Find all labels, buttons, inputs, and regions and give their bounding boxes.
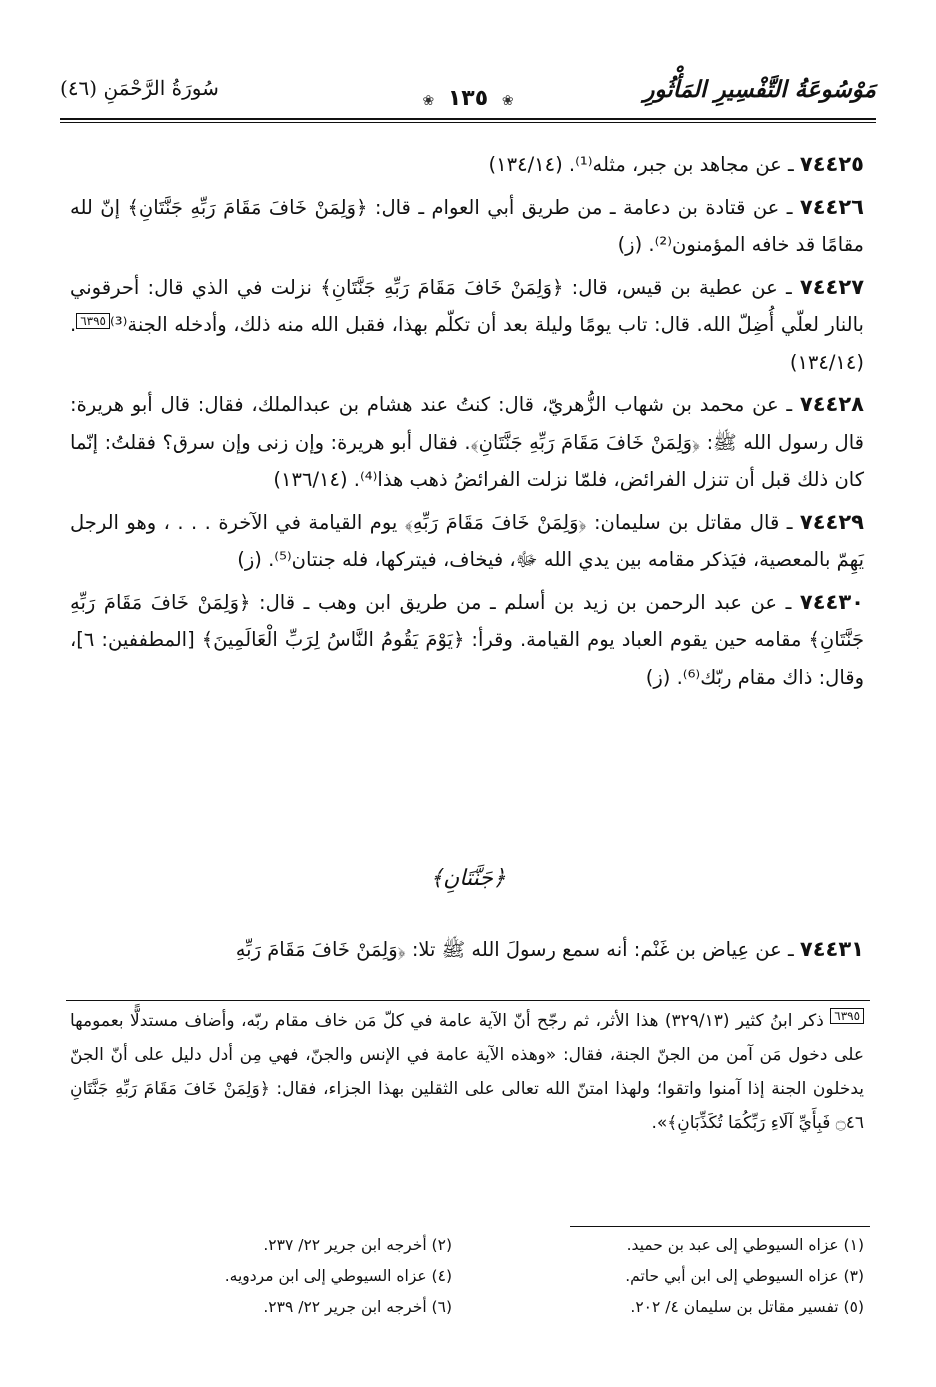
footnote-5: (٥) تفسير مقاتل بن سليمان ٤/ ٢٠٢. — [630, 1298, 864, 1316]
note-reference-box[interactable]: ٦٣٩٥ — [76, 313, 110, 329]
entry-number: ٧٤٤٣٠ — [799, 589, 864, 614]
note-divider — [66, 1000, 870, 1001]
entry-text: ـ عن عطية بن قيس، قال: ﴿وَلِمَنْ خَافَ مَقَامَ رَبِّهِ جَنَّتَانِ﴾ نزلت في الذي قال: أحرقوني بالنار لعلّي أُضِلّ الله. قال: تاب يومًا وليلة بعد أن تكلّم بهذا، فقبل الله منه ذلك، وأدخله الجنة⁽³⁾ — [70, 275, 864, 336]
entry-74431 — [70, 930, 864, 969]
entry-number: ٧٤٤٢٨ — [799, 392, 864, 416]
book-title: مَوْسُوعَةُ التَّفْسِيرِ المَأْثُورِ — [643, 76, 876, 103]
footnote-1: (١) عزاه السيوطي إلى عبد بن حميد. — [626, 1236, 864, 1254]
footnote-3: (٣) عزاه السيوطي إلى ابن أبي حاتم. — [625, 1267, 864, 1285]
main-text — [70, 146, 864, 701]
footnote-2: (٢) أخرجه ابن جرير ٢٢/ ٢٣٧. — [263, 1236, 452, 1254]
entry-text: ـ قال مقاتل بن سليمان: ﴿وَلِمَنْ خَافَ مَقَامَ رَبِّهِ﴾ يوم القيامة في الآخرة . . . ، وهو الرجل يَهِمّ بالمعصية، فيَذكر مقامه بين يدي الله ﷻ، فيخاف، فيتركها، فله جنتان⁽⁵⁾. (ز) — [70, 510, 864, 571]
entry-text: ـ عن مجاهد بن جبر، مثله⁽¹⁾. (١٣٤/١٤) — [488, 153, 794, 176]
footnote-4: (٤) عزاه السيوطي إلى ابن مردويه. — [224, 1267, 452, 1285]
header-rule — [60, 118, 876, 120]
entry-74430 — [70, 584, 864, 697]
entry-text: ـ عن عبد الرحمن بن زيد بن أسلم ـ من طريق ابن وهب ـ قال: ﴿وَلِمَنْ خَافَ مَقَامَ رَبِّهِ جَنَّتَانِ﴾ مقامه حين يقوم العباد يوم القيامة. وقرأ: ﴿يَوْمَ يَقُومُ النَّاسُ لِرَبِّ الْعَالَمِينَ﴾ [المطففين: ٦]، وقال: ذاك مقام ربّك⁽⁶⁾. (ز) — [70, 590, 864, 689]
entry-reference: . (١٣٤/١٤) — [70, 313, 864, 374]
entry-text: ـ عن عِياض بن غَنْم: أنه سمع رسولَ الله ﷺ تلا: ﴿وَلِمَنْ خَافَ مَقَامَ رَبِّهِ — [235, 938, 794, 961]
header-rule-thin — [60, 122, 876, 123]
entry-74429 — [70, 504, 864, 579]
entry-text: ـ عن محمد بن شهاب الزُّهريّ، قال: كنتُ عند هشام بن عبدالملك، فقال: قال أبو هريرة: قال رسول الله ﷺ: ﴿وَلِمَنْ خَافَ مَقَامَ رَبِّهِ جَنَّتَانِ﴾. فقال أبو هريرة: وإن زنى وإن سرق؟ فقلتُ: إنّما كان ذلك قبل أن تنزل الفرائض، فلمّا نزلت الفرائضُ ذهب هذا⁽⁴⁾. (١٣٦/١٤) — [70, 393, 864, 491]
ornament-icon: ❀ — [422, 93, 435, 109]
page-header — [60, 72, 876, 116]
entry-number: ٧٤٤٢٦ — [799, 194, 864, 219]
entry-number: ٧٤٤٢٩ — [799, 509, 864, 534]
section-heading: ﴿جَنَّتَانِ﴾ — [430, 866, 506, 891]
entry-number: ٧٤٤٣١ — [799, 937, 864, 961]
note-text: ذكر ابنُ كثير (٣٢٩/١٣) هذا الأثر، ثم رجّح أنّ الآية عامة في كلّ مَن خاف مقام ربّه، وأضاف مستدلًّا بعمومها على دخول مَن آمن من الجنّ الجنة، فقال: «وهذه الآية عامة في الإنس والجنّ، فهي مِن أدل دليل على أنّ الجنّ يدخلون الجنة إذا آمنوا واتقوا؛ ولهذا امتنّ الله تعالى على الثقلين بهذا الجزاء، فقال: ﴿وَلِمَنْ خَافَ مَقَامَ رَبِّهِ جَنَّتَانِ ۝٤٦ فَبِأَيِّ آلَاءِ رَبِّكُمَا تُكَذِّبَانِ﴾». — [70, 1011, 864, 1133]
entry-number: ٧٤٤٢٥ — [799, 152, 864, 176]
surah-label: سُورَةُ الرَّحْمَنِ (٤٦) — [60, 76, 219, 100]
footnotes — [70, 1230, 864, 1323]
entry-text: ـ عن قتادة بن دعامة ـ من طريق أبي العوام ـ قال: ﴿وَلِمَنْ خَافَ مَقَامَ رَبِّهِ جَنَّتَانِ﴾ إنّ لله مقامًا قد خافه المؤمنون⁽²⁾. (ز) — [70, 195, 864, 256]
entry-74427 — [70, 269, 864, 382]
note-number-box: ٦٣٩٥ — [830, 1008, 864, 1024]
entry-number: ٧٤٤٢٧ — [799, 274, 865, 299]
ornament-icon: ❀ — [501, 93, 514, 109]
entry-74426 — [70, 189, 864, 264]
editor-note — [70, 1004, 864, 1140]
entry-74425 — [70, 146, 864, 184]
entry-74428 — [70, 386, 864, 499]
footnote-divider — [570, 1226, 870, 1227]
footnote-6: (٦) أخرجه ابن جرير ٢٢/ ٢٣٩. — [263, 1298, 452, 1316]
page-number: ١٣٥ — [447, 86, 489, 111]
